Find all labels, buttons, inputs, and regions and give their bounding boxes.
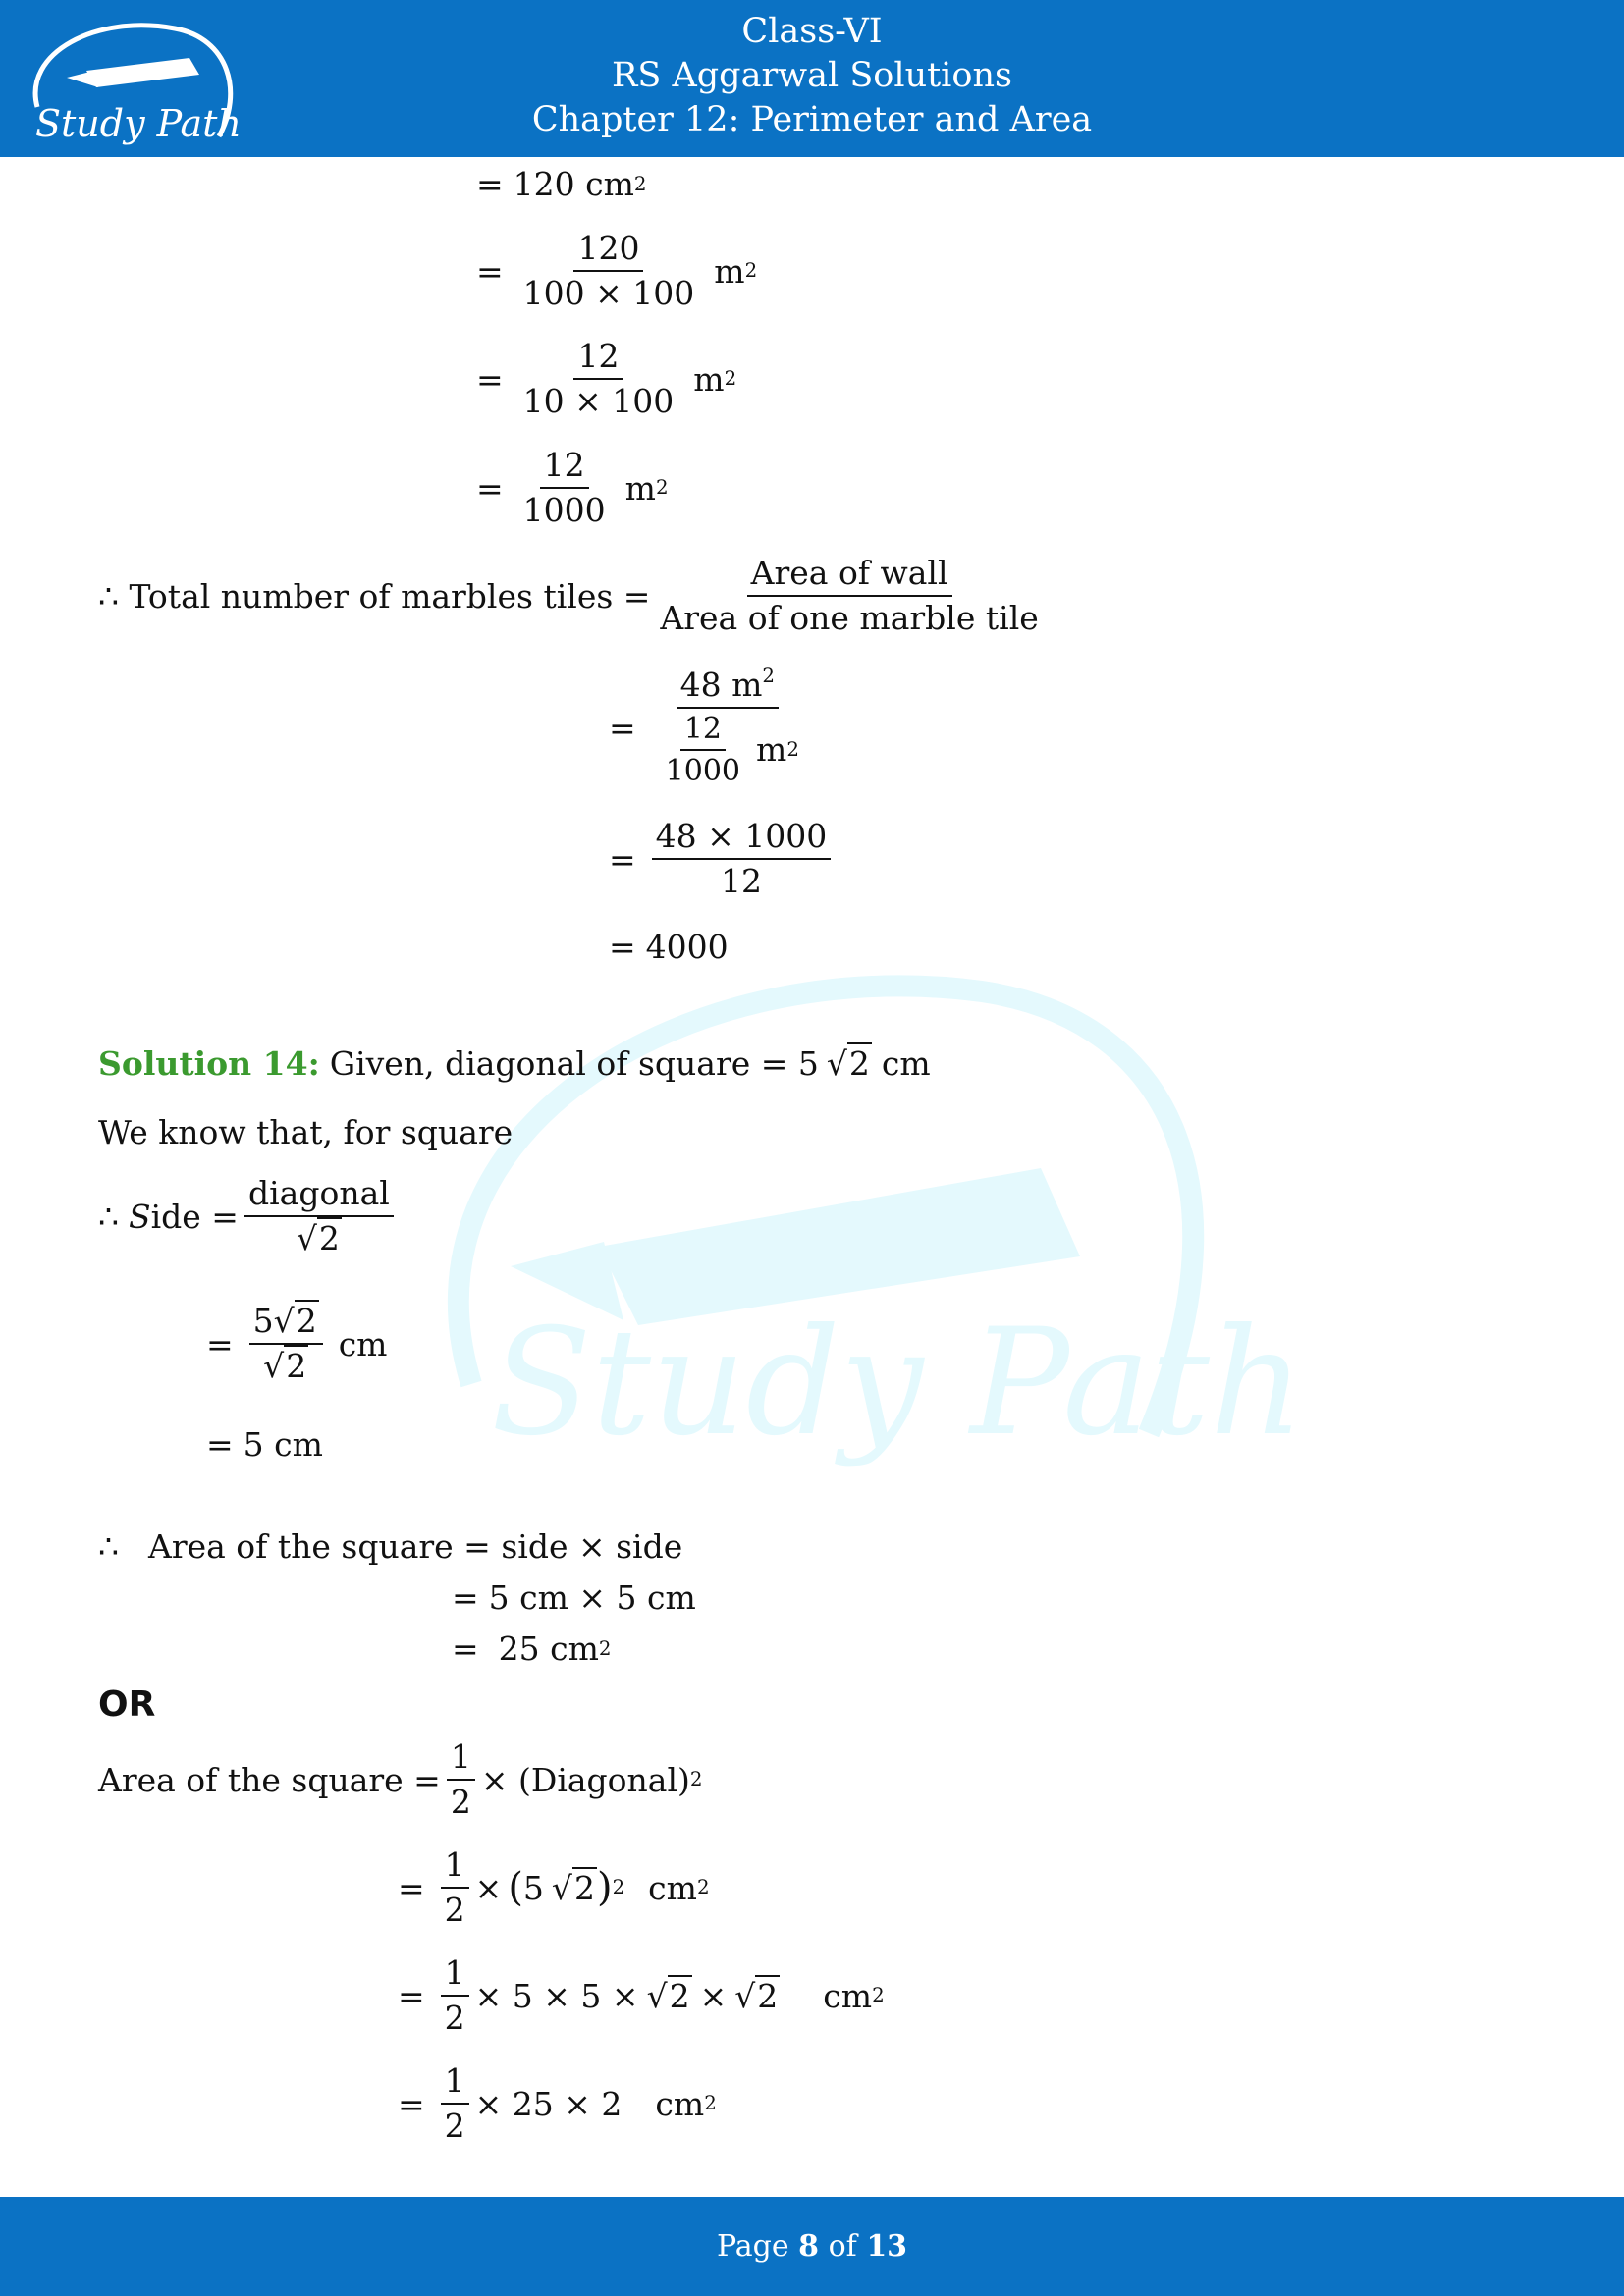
statement: We know that, for square <box>98 1113 514 1151</box>
area-formula: Area of the square = $\frac{1}{2}$ × (Diagonal) 2 <box>98 1737 703 1822</box>
equation-line: = $\frac{1}{2}$ × 5 × 5 × √2 × √2 cm 2 <box>398 1953 885 2038</box>
side-equation: ∴ S ide = $\frac{\text{diagonal}}{√2}$ <box>98 1176 400 1257</box>
fraction: $\frac{1}{2}$ <box>441 2063 469 2145</box>
solution-label: Solution 14: <box>98 1044 320 1083</box>
fraction: $\frac{120}{100 \times 100}$ <box>522 229 695 313</box>
tiles-equation: ∴ Total number of marbles tiles = $\frac{\text{Area of wall}}{\text{Area of one marble tile}}$ <box>98 556 1049 637</box>
equation-line: = $\frac{120}{100 \times 100}$ m 2 <box>476 229 758 313</box>
fraction: $\frac{5√2}{√2}$ <box>249 1304 323 1385</box>
solution-14-heading: Solution 14: Given, diagonal of square = 5 √2 cm <box>98 1044 931 1083</box>
equation-line: = 5 cm × 5 cm <box>452 1578 696 1617</box>
fraction: $\frac{12}{1000}$ <box>665 712 741 789</box>
of-label: of <box>828 2229 857 2264</box>
equation-line: = 25 cm 2 <box>452 1629 612 1668</box>
square-root: √2 <box>826 1044 870 1083</box>
book-title: RS Aggarwal Solutions <box>612 56 1012 95</box>
fraction: $\frac{12}{10 \times 100}$ <box>522 337 675 421</box>
fraction: $\frac{1}{2}$ <box>441 1955 469 2037</box>
page-number: 8 <box>798 2229 820 2264</box>
fraction: $\frac{12}{1000}$ <box>522 446 606 530</box>
page-total: 13 <box>866 2229 908 2264</box>
equation-line: = $\frac{1}{2}$ × ( 5 √2 ) 2 cm 2 <box>398 1845 710 1930</box>
class-title: Class-VI <box>741 12 883 51</box>
equation-line: = 120 cm 2 <box>476 165 647 203</box>
equation-line: = 48 $m^2$ $\frac{12}{1000}$ m 2 <box>609 667 809 787</box>
equation-line: = 5 cm <box>206 1425 323 1464</box>
chapter-title: Chapter 12: Perimeter and Area <box>531 100 1093 139</box>
equation-line: = $\frac{1}{2}$ × 25 × 2 cm 2 <box>398 2061 717 2146</box>
fraction: $\frac{48 \times 1000}{12}$ <box>652 819 832 900</box>
svg-text:Study Path: Study Path <box>491 1298 1305 1468</box>
equation-line: = $\frac{5√2}{√2}$ cm <box>206 1302 388 1386</box>
fraction: $\frac{\text{diagonal}}{√2}$ <box>244 1176 394 1257</box>
area-equation: ∴ Area of the square = side × side <box>98 1527 683 1566</box>
page-label: Page <box>716 2229 789 2264</box>
equation-line: = $\frac{48 \times 1000}{12}$ <box>609 819 837 900</box>
fraction: $\frac{1}{2}$ <box>447 1739 475 1821</box>
or-heading: OR <box>98 1684 156 1725</box>
equation-line: = $\frac{12}{1000}$ m 2 <box>476 446 669 530</box>
fraction: $\frac{1}{2}$ <box>441 1847 469 1929</box>
page-footer <box>0 2197 1624 2296</box>
equation-line: = 4000 <box>609 928 729 966</box>
fraction: $\frac{\text{Area of wall}}{\text{Area of one marble tile}}$ <box>660 554 1039 638</box>
equation-line: = $\frac{12}{10 \times 100}$ m 2 <box>476 337 737 421</box>
svg-text:Study Path: Study Path <box>35 102 242 145</box>
complex-fraction: 48 $m^2$ $\frac{12}{1000}$ m 2 <box>652 667 803 787</box>
